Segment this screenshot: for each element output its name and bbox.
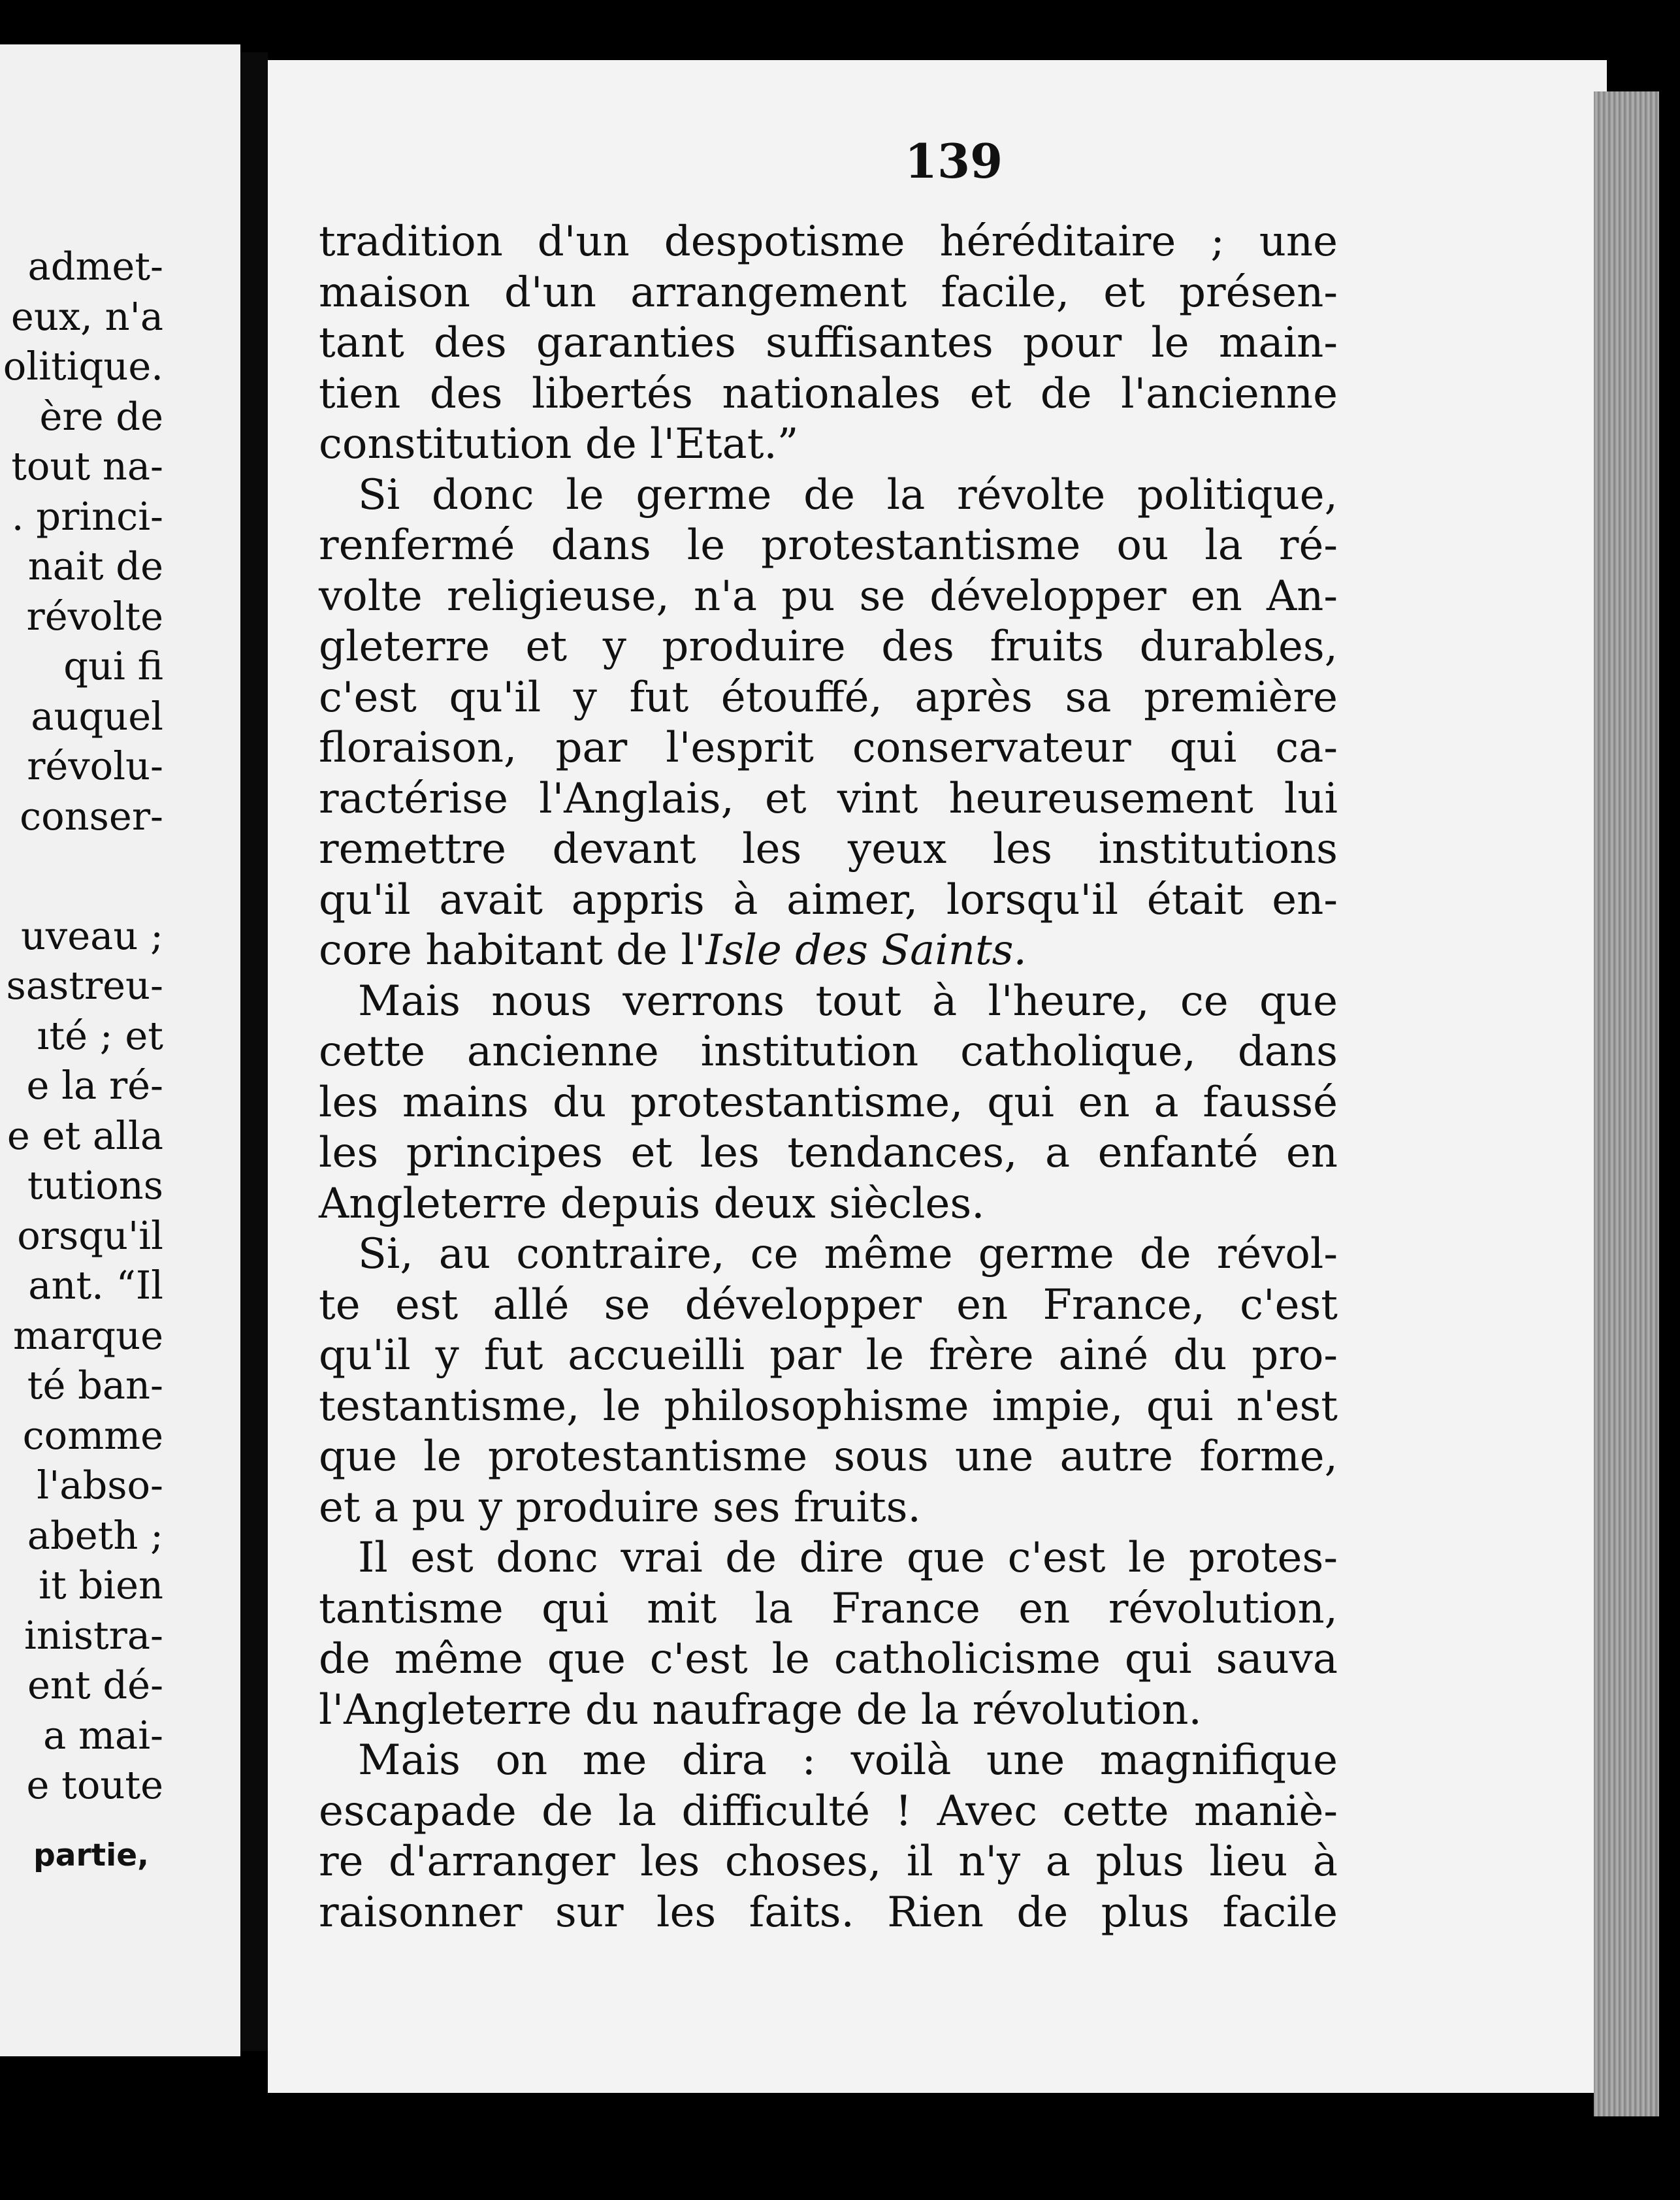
- text-line: [319, 1634, 1338, 1685]
- line-text: Mais on me dira : voilà une magnifique: [358, 1736, 1338, 1785]
- line-text: renfermé dans le protestantisme ou la ré-: [319, 521, 1338, 570]
- left-page-line: it bien: [39, 1562, 163, 1608]
- paragraph-first-line: [319, 1736, 1338, 1787]
- left-page-line: conser-: [20, 793, 163, 839]
- text-line: [319, 1280, 1338, 1331]
- left-page-line: sastreu-: [6, 963, 163, 1008]
- left-page-line: marque: [12, 1312, 163, 1358]
- left-page-line: e toute: [26, 1762, 163, 1807]
- left-page-line: uveau ;: [20, 913, 163, 958]
- paragraph-first-line: [319, 977, 1338, 1027]
- text-line: [319, 1787, 1338, 1837]
- left-page-line: auquel: [31, 693, 163, 739]
- text-line: [319, 926, 1338, 977]
- left-page-line: comme: [22, 1412, 163, 1458]
- text-line: [319, 1382, 1338, 1432]
- signature-mark: partie,: [33, 1837, 149, 1873]
- left-page-line: . princi-: [11, 493, 163, 539]
- left-page-line: ère de: [39, 393, 163, 439]
- line-text: les principes et les tendances, a enfanté en: [319, 1129, 1338, 1177]
- text-line: [319, 1483, 1338, 1534]
- left-page-line: tutions: [27, 1163, 163, 1208]
- line-text: tantisme qui mit la France en révolution,: [319, 1584, 1338, 1633]
- text-line: [319, 1128, 1338, 1179]
- left-page-line: tout na-: [11, 444, 163, 489]
- left-page-line: abeth ;: [27, 1512, 163, 1558]
- left-page-line: admet-: [27, 244, 163, 289]
- text-line: [319, 217, 1338, 268]
- line-text: floraison, par l'esprit conservateur qui ca-: [319, 724, 1338, 772]
- line-text: maison d'un arrangement facile, et présen-: [319, 268, 1338, 317]
- left-page-line: eux, n'a: [10, 293, 163, 339]
- text-line: [319, 774, 1338, 825]
- line-text: ractérise l'Anglais, et vint heureusement lui: [319, 774, 1338, 823]
- paragraph-first-line: [319, 1229, 1338, 1280]
- line-text: et a pu y produire ses fruits.: [319, 1483, 921, 1532]
- text-line: [319, 1888, 1338, 1939]
- line-text: qu'il avait appris à aimer, lorsqu'il était en-: [319, 875, 1338, 924]
- line-text: Il est donc vrai de dire que c'est le protes-: [358, 1534, 1338, 1582]
- line-text: te est allé se développer en France, c'est: [319, 1280, 1338, 1329]
- line-text: tant des garanties suffisantes pour le main-: [319, 319, 1338, 367]
- text-line: [319, 673, 1338, 724]
- line-text: l'Angleterre du naufrage de la révolution.: [319, 1685, 1202, 1734]
- left-page: [0, 44, 240, 2056]
- text-line: [319, 268, 1338, 319]
- text-line: [319, 723, 1338, 774]
- line-text: constitution de l'Etat.”: [319, 420, 799, 468]
- text-line: [319, 1685, 1338, 1736]
- left-page-line: ant. “Il: [28, 1263, 163, 1308]
- line-text: Angleterre depuis deux siècles.: [319, 1179, 985, 1228]
- line-text: les mains du protestantisme, qui en a faussé: [319, 1078, 1338, 1127]
- left-page-line: té ban-: [27, 1363, 163, 1408]
- left-page-line: olitique.: [3, 344, 163, 389]
- line-text: remettre devant les yeux les institutions: [319, 825, 1338, 873]
- line-text: qu'il y fut accueilli par le frère ainé du pro-: [319, 1331, 1338, 1380]
- line-text: re d'arranger les choses, il n'y a plus lieu à: [319, 1837, 1338, 1886]
- line-text: tien des libertés nationales et de l'ancienne: [319, 369, 1338, 418]
- text-line: [319, 622, 1338, 673]
- text-line: [319, 1584, 1338, 1635]
- left-page-line: nait de: [27, 543, 163, 589]
- text-line: [319, 1331, 1338, 1382]
- book-gutter: [240, 52, 268, 2051]
- page-number: 139: [904, 133, 1003, 189]
- left-page-line: inistra-: [24, 1612, 163, 1658]
- text-line: [319, 824, 1338, 875]
- left-page-line: ent dé-: [27, 1662, 163, 1707]
- text-line: [319, 318, 1338, 369]
- left-page-line: e et alla: [7, 1112, 163, 1158]
- italic-phrase: Isle des Saints.: [705, 926, 1027, 975]
- left-page-line: orsqu'il: [17, 1212, 163, 1258]
- line-text: gleterre et y produire des fruits durables,: [319, 623, 1338, 671]
- line-text: cette ancienne institution catholique, dans: [319, 1027, 1338, 1076]
- line-text: de même que c'est le catholicisme qui sauva: [319, 1635, 1338, 1683]
- line-text: c'est qu'il y fut étouffé, après sa première: [319, 673, 1338, 722]
- line-text: core habitant de l': [319, 926, 706, 975]
- left-page-line: l'abso-: [37, 1463, 163, 1508]
- line-text: Si, au contraire, ce même germe de révol-: [358, 1230, 1338, 1278]
- text-line: [319, 572, 1338, 623]
- line-text: tradition d'un despotisme héréditaire ; une: [319, 218, 1338, 266]
- line-text: raisonner sur les faits. Rien de plus facile: [319, 1888, 1338, 1937]
- text-line: [319, 521, 1338, 572]
- paragraph-first-line: [319, 1533, 1338, 1584]
- text-line: [319, 369, 1338, 420]
- left-page-line: a mai-: [43, 1712, 163, 1758]
- body-text: [319, 217, 1338, 1938]
- line-text: Mais nous verrons tout à l'heure, ce que: [358, 977, 1338, 1026]
- paragraph-first-line: [319, 470, 1338, 521]
- line-text: volte religieuse, n'a pu se développer en An-: [319, 572, 1338, 621]
- page-edge: [1594, 91, 1659, 2116]
- left-page-line: révolu-: [27, 743, 163, 788]
- left-page-line: qui fi: [63, 643, 163, 688]
- line-text: testantisme, le philosophisme impie, qui n'est: [319, 1382, 1338, 1431]
- line-text: escapade de la difficulté ! Avec cette maniè-: [319, 1787, 1338, 1836]
- line-text: Si donc le germe de la révolte politique,: [358, 470, 1338, 519]
- text-line: [319, 1078, 1338, 1129]
- text-line: [319, 1027, 1338, 1078]
- left-page-line: e la ré-: [26, 1063, 163, 1108]
- text-line: [319, 1179, 1338, 1230]
- right-page: [268, 60, 1607, 2093]
- line-text: que le protestantisme sous une autre forme,: [319, 1432, 1338, 1481]
- left-page-line: ıté ; et: [37, 1012, 163, 1058]
- text-line: [319, 875, 1338, 926]
- text-line: [319, 419, 1338, 470]
- text-line: [319, 1432, 1338, 1483]
- text-line: [319, 1837, 1338, 1888]
- left-page-line: révolte: [26, 593, 163, 639]
